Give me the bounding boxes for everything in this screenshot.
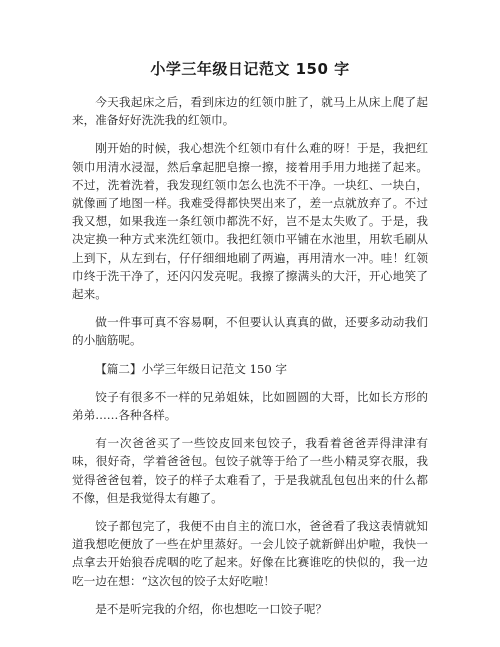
section-heading: 【篇二】小学三年级日记范文 150 字 xyxy=(95,361,288,376)
paragraph: 刚开始的时候，我心想洗个红领巾有什么难的呀！于是，我把红领巾用清水浸湿，然后拿起肥皂擦一擦，接着用手用力地搓了起来。不过，洗着洗着，我发现红领巾怎么也洗不干净。一块红、一块白，就像画了地图一样。我难受得都快哭出来了，差一点就放弃了。不过我又想，如果我连一条红领巾都洗不好，岂不是太失败了。于是，我决定换一种方式来洗红领巾。我把红领巾平铺在水池里，用软毛刷从上到下，从左到右，仔仔细细地刷了两遍，再用清水一冲。哇！红领巾终于洗干净了，还闪闪发亮呢。我擦了擦满头的大汗，开心地笑了起来。 xyxy=(72,141,428,302)
paragraph: 是不是听完我的介绍，你也想吃一口饺子呢？ xyxy=(95,601,328,616)
paragraph: 今天我起床之后，看到床边的红领巾脏了，就马上从床上爬了起来，准备好好洗洗我的红领巾。 xyxy=(72,95,428,128)
paragraph: 有一次爸爸买了一些饺皮回来包饺子，我看着爸爸弄得津津有味，很好奇，学着爸爸包。包饺子就等于给了一些小精灵穿衣服，我觉得爸爸包着，饺子的样子太难看了，于是我就乱包包出来的什么都不像，但是我觉得太有趣了。 xyxy=(72,436,428,505)
paragraph: 饺子都包完了，我便不由自主的流口水，爸爸看了我这表情就知道我想吃便放了一些在炉里蒸好。一会儿饺子就新鲜出炉啦，我快一点拿去开始狼吞虎咽的吃了起来。好像在比赛谁吃的快似的，我一边吃一边在想：“这次包的饺子太好吃啦！ xyxy=(72,519,428,588)
paragraph: 做一件事可真不容易啊，不但要认认真真的做，还要多动动我们的小脑筋呢。 xyxy=(72,315,428,348)
paragraph: 饺子有很多不一样的兄弟姐妹，比如圆圆的大哥，比如长方形的弟弟……各种各样。 xyxy=(72,389,428,423)
document-title: 小学三年级日记范文 150 字 xyxy=(150,60,350,78)
